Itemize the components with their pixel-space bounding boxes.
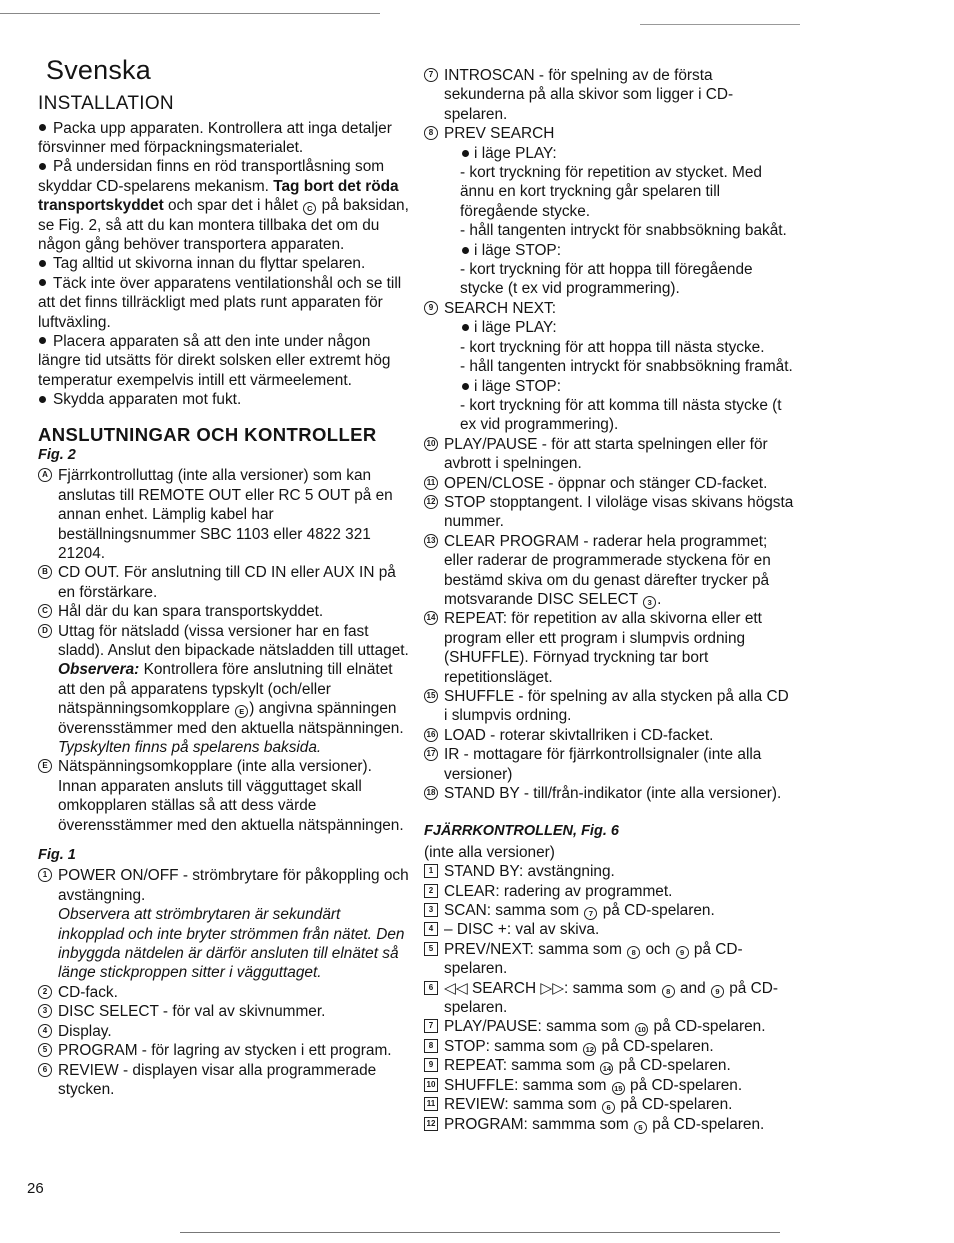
- ref-8-icon: 8: [662, 985, 675, 998]
- installation-heading: INSTALLATION: [38, 92, 174, 114]
- page-number: 26: [27, 1180, 44, 1197]
- next-stop-line: - kort tryckning för att komma till nästa stycke (t ex vid programmering).: [460, 396, 782, 434]
- ref-3-icon: 3: [643, 596, 656, 609]
- fig1-item-3: 3 DISC SELECT - för val av skivnummer.: [38, 1002, 410, 1021]
- remote-key-10-icon: 10: [424, 1078, 438, 1092]
- scan-line-bottom: [180, 1232, 780, 1233]
- prev-play-line: - kort tryckning för repetition av stycket. Med ännu en kort tryckning går spelaren till föregående stycke.: [460, 164, 762, 220]
- remote-item-9: 9 REPEAT: samma som 14 på CD-spelaren.: [424, 1056, 796, 1075]
- remote-key-8-icon: 8: [424, 1039, 438, 1053]
- mode-play-bullet: i läge PLAY:: [424, 144, 796, 163]
- prev-stop-line: - kort tryckning för att hoppa till föregående stycke (t ex vid programmering).: [460, 261, 753, 298]
- ref-15-icon: 15: [612, 1082, 625, 1095]
- installation-bullet: Tag alltid ut skivorna innan du flyttar spelaren.: [38, 254, 410, 273]
- remote-item-6: 6 ◁◁ SEARCH ▷▷: samma som 8 and 9 på CD-spelaren.: [424, 979, 796, 1018]
- scan-line-top-right: [640, 24, 800, 25]
- remote-item-2: 2 CLEAR: radering av programmet.: [424, 882, 796, 901]
- control-item-16: 16 LOAD - roterar skivtallriken i CD-facket.: [424, 726, 796, 745]
- control-item-18: 18 STAND BY - till/från-indikator (inte alla versioner).: [424, 784, 796, 803]
- remote-key-12-icon: 12: [424, 1117, 438, 1131]
- ref-e-icon: E: [235, 705, 248, 718]
- installation-bullet: Täck inte över apparatens ventilationshål och se till att det finns tillräckligt med plats runt apparaten för luftväxling.: [38, 274, 402, 331]
- installation-bullet: På undersidan finns en röd transportlåsning som skyddar CD-spelarens mekanism. Tag bort det röda transportskyddet och spar det i hålet C på baksidan, se Fig. 2, så att du kan montera tillbaka det om du någon gång behöver transportera apparaten.: [38, 158, 409, 254]
- bullet-icon: [462, 383, 469, 390]
- fig1-item-4: 4 Display.: [38, 1022, 410, 1041]
- ref-5-icon: 5: [634, 1121, 647, 1134]
- language-title: Svenska: [46, 55, 151, 85]
- marker-c-icon: C: [38, 604, 52, 618]
- fig1-label: Fig. 1: [38, 847, 76, 864]
- remote-heading: FJÄRRKONTROLLEN, Fig. 6: [424, 823, 619, 840]
- bullet-icon: [39, 124, 46, 131]
- ref-9-icon: 9: [711, 985, 724, 998]
- control-item-14: 14 REPEAT: för repetition av alla skivorna eller ett program eller ett program i slumpvis ordning (SHUFFLE). Förnyad tryckning tar bort repetitionsläget.: [424, 609, 796, 687]
- prev-play-line: - håll tangenten intryckt för snabbsökning bakåt.: [460, 222, 787, 240]
- fig2-item-b: B CD OUT. För anslutning till CD IN eller AUX IN på en förstärkare.: [38, 563, 410, 602]
- bold-instruction: Tag bort det röda transportskyddet: [38, 177, 399, 215]
- control-item-8: 8 PREV SEARCH: [424, 124, 796, 143]
- remote-key-6-icon: 6: [424, 981, 438, 995]
- marker-d-icon: D: [38, 624, 52, 638]
- remote-item-12: 12 PROGRAM: sammma som 5 på CD-spelaren.: [424, 1115, 796, 1134]
- marker-12-icon: 12: [424, 495, 438, 509]
- marker-17-icon: 17: [424, 747, 438, 761]
- installation-bullet: Skydda apparaten mot fukt.: [38, 390, 410, 409]
- fig2-item-c: C Hål där du kan spara transportskyddet.: [38, 602, 410, 621]
- remote-note: (inte alla versioner): [424, 843, 555, 861]
- marker-b-icon: B: [38, 565, 52, 579]
- next-play-line: - kort tryckning för att hoppa till nästa stycke.: [460, 338, 765, 356]
- fig1-item-2: 2 CD-fack.: [38, 983, 410, 1002]
- next-play-line: - håll tangenten intryckt för snabbsökning framåt.: [460, 358, 793, 376]
- marker-18-icon: 18: [424, 786, 438, 800]
- remote-key-2-icon: 2: [424, 884, 438, 898]
- power-switch-note: Observera att strömbrytaren är sekundärt inkopplad och inte bryter strömmen från nätet. Den inbyggda nätdelen är därför ansluten till elnätet så länge stickproppen sitter i vägguttaget.: [58, 906, 405, 982]
- ref-10-icon: 10: [635, 1023, 648, 1036]
- marker-9-icon: 9: [424, 301, 438, 315]
- fig2-item-a: A Fjärrkontrolluttag (inte alla versioner) som kan anslutas till REMOTE OUT eller RC 5 OUT på en annan enhet. Lämplig kabel har beställningsnummer SBC 1103 eller 4822 321 21204.: [38, 466, 410, 563]
- control-item-15: 15 SHUFFLE - för spelning av alla stycken på alla CD i slumpvis ordning.: [424, 687, 796, 726]
- marker-1-icon: 1: [38, 868, 52, 882]
- fig2-item-d: D Uttag för nätsladd (vissa versioner har en fast sladd). Anslut den bipackade nätsladden till uttaget.: [38, 622, 410, 661]
- bullet-icon: [39, 163, 46, 170]
- marker-16-icon: 16: [424, 728, 438, 742]
- left-column: [38, 56, 410, 1099]
- control-item-10: 10 PLAY/PAUSE - för att starta spelningen eller för avbrott i spelningen.: [424, 435, 796, 474]
- typeplate-note: Typskylten finns på spelarens baksida.: [58, 739, 322, 757]
- remote-item-4: 4 – DISC +: val av skiva.: [424, 920, 796, 939]
- marker-15-icon: 15: [424, 689, 438, 703]
- marker-7-icon: 7: [424, 68, 438, 82]
- scan-line-top: [0, 13, 380, 14]
- marker-8-icon: 8: [424, 126, 438, 140]
- fig1-item-5: 5 PROGRAM - för lagring av stycken i ett program.: [38, 1041, 410, 1060]
- bullet-icon: [39, 337, 46, 344]
- mode-stop-bullet: i läge STOP:: [424, 241, 796, 260]
- ref-9-icon: 9: [676, 946, 689, 959]
- marker-14-icon: 14: [424, 611, 438, 625]
- bullet-icon: [462, 150, 469, 157]
- observe-note: Observera: Kontrollera före anslutning till elnätet att den på apparatens typskylt (och/eller nätspänningsomkopplare E ) angivna spänningen överensstämmer med den aktuella nätspänningen.: [58, 661, 404, 737]
- marker-11-icon: 11: [424, 476, 438, 490]
- right-column: [424, 66, 796, 1134]
- marker-13-icon: 13: [424, 534, 438, 548]
- ref-12-icon: 12: [583, 1043, 596, 1056]
- remote-item-10: 10 SHUFFLE: samma som 15 på CD-spelaren.: [424, 1076, 796, 1095]
- remote-key-11-icon: 11: [424, 1097, 438, 1111]
- control-item-7: 7 INTROSCAN - för spelning av de första sekunderna på alla skivor som ligger i CD-spelaren.: [424, 66, 796, 124]
- marker-a-icon: A: [38, 468, 52, 482]
- remote-key-4-icon: 4: [424, 922, 438, 936]
- remote-item-1: 1 STAND BY: avstängning.: [424, 862, 796, 881]
- ref-8-icon: 8: [627, 946, 640, 959]
- remote-item-8: 8 STOP: samma som 12 på CD-spelaren.: [424, 1037, 796, 1056]
- bullet-icon: [39, 279, 46, 286]
- marker-2-icon: 2: [38, 985, 52, 999]
- installation-bullet: Placera apparaten så att den inte under någon längre tid utsätts för direkt solsken eller extremt hög temperatur exempelvis intill ett värmeelement.: [38, 333, 391, 389]
- ref-14-icon: 14: [600, 1062, 613, 1075]
- remote-item-11: 11 REVIEW: samma som 6 på CD-spelaren.: [424, 1095, 796, 1114]
- connections-heading: ANSLUTNINGAR OCH KONTROLLER: [38, 423, 377, 445]
- marker-e-icon: E: [38, 759, 52, 773]
- remote-key-5-icon: 5: [424, 942, 438, 956]
- remote-item-7: 7 PLAY/PAUSE: samma som 10 på CD-spelaren.: [424, 1017, 796, 1036]
- ref-6-icon: 6: [602, 1101, 615, 1114]
- remote-key-3-icon: 3: [424, 903, 438, 917]
- remote-item-3: 3 SCAN: samma som 7 på CD-spelaren.: [424, 901, 796, 920]
- marker-5-icon: 5: [38, 1043, 52, 1057]
- fig2-label: Fig. 2: [38, 446, 76, 463]
- marker-6-icon: 6: [38, 1063, 52, 1077]
- bullet-icon: [39, 260, 46, 267]
- ref-7-icon: 7: [584, 907, 597, 920]
- installation-bullet: Packa upp apparaten. Kontrollera att inga detaljer försvinner med förpackningsmaterialet.: [38, 119, 392, 156]
- remote-key-1-icon: 1: [424, 864, 438, 878]
- ref-c-icon: C: [303, 202, 316, 215]
- mode-stop-bullet: i läge STOP:: [424, 377, 796, 396]
- fig2-item-e: E Nätspänningsomkopplare (inte alla versioner). Innan apparaten ansluts till vägguttaget skall omkopplaren ställas så att dess värde överensstämmer med den aktuella nätspänningen.: [38, 757, 410, 835]
- control-item-13: 13 CLEAR PROGRAM - raderar hela programmet; eller raderar de programmerade styckena för en bestämd skiva om du genast därefter trycker på motsvarande DISC SELECT 3 .: [424, 532, 796, 610]
- fig1-item-6: 6 REVIEW - displayen visar alla programmerade stycken.: [38, 1061, 410, 1100]
- control-item-12: 12 STOP stopptangent. I viloläge visas skivans högsta nummer.: [424, 493, 796, 532]
- marker-10-icon: 10: [424, 437, 438, 451]
- control-item-11: 11 OPEN/CLOSE - öppnar och stänger CD-facket.: [424, 474, 796, 493]
- control-item-17: 17 IR - mottagare för fjärrkontrollsignaler (inte alla versioner): [424, 745, 796, 784]
- marker-3-icon: 3: [38, 1004, 52, 1018]
- remote-item-5: 5 PREV/NEXT: samma som 8 och 9 på CD-spelaren.: [424, 940, 796, 979]
- bullet-icon: [39, 396, 46, 403]
- fig1-item-1: 1 POWER ON/OFF - strömbrytare för påkoppling och avstängning.: [38, 866, 410, 905]
- remote-key-7-icon: 7: [424, 1019, 438, 1033]
- marker-4-icon: 4: [38, 1024, 52, 1038]
- control-item-9: 9 SEARCH NEXT:: [424, 299, 796, 318]
- mode-play-bullet: i läge PLAY:: [424, 318, 796, 337]
- remote-key-9-icon: 9: [424, 1058, 438, 1072]
- remote-list: [424, 862, 796, 1134]
- bullet-icon: [462, 247, 469, 254]
